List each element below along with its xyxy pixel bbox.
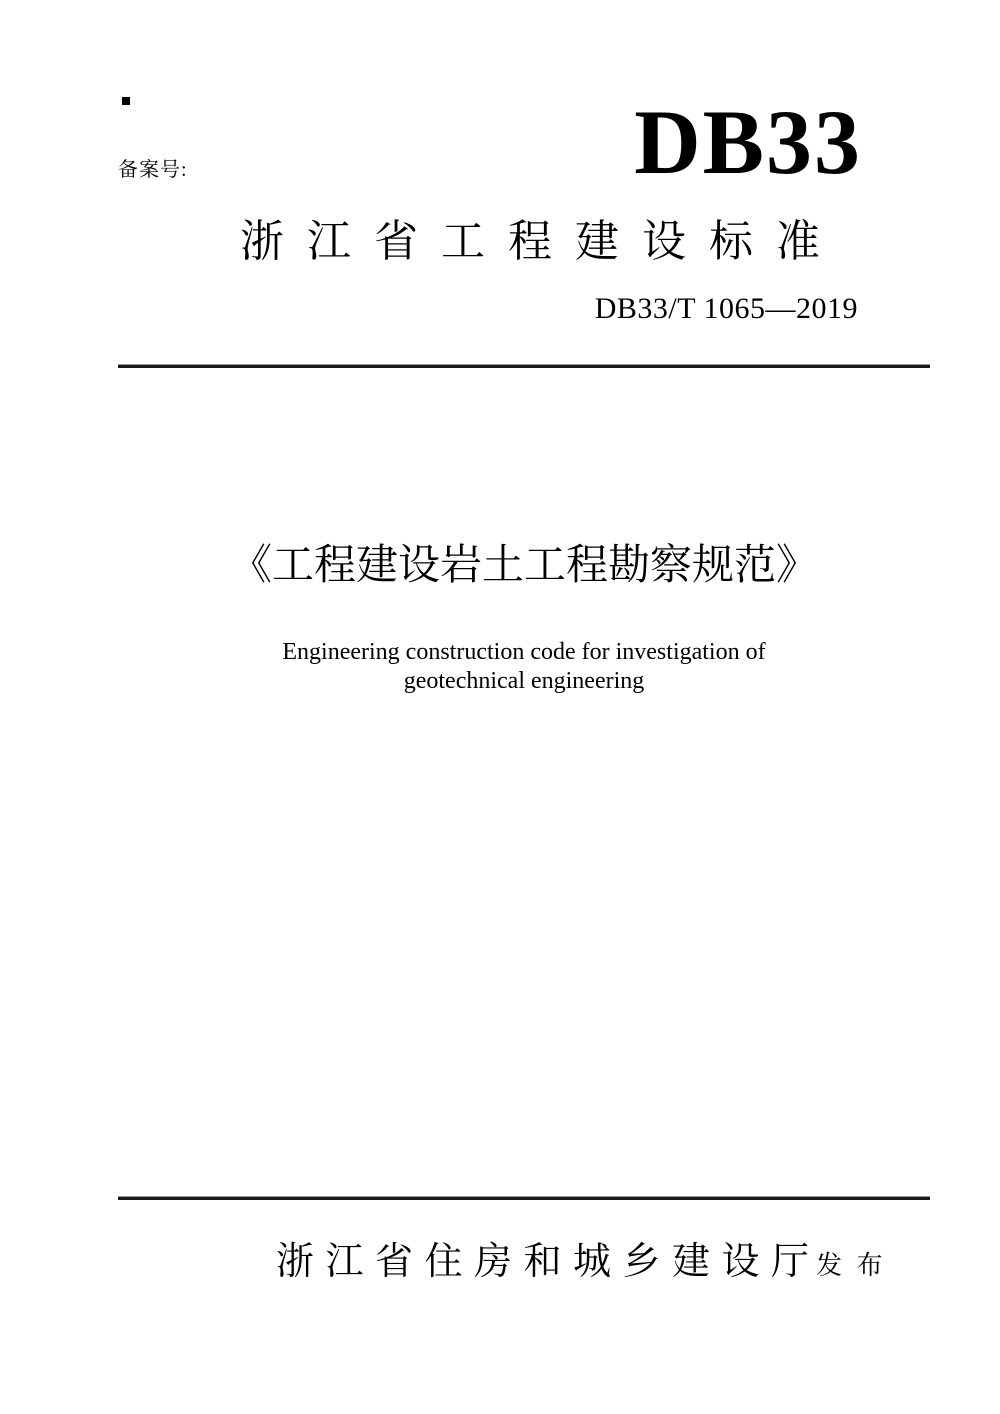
top-horizontal-rule [118, 364, 930, 368]
standard-category-title: 浙 江 省 工 程 建 设 标 准 [240, 217, 826, 266]
publisher-row [276, 1243, 887, 1281]
corner-square-mark [122, 97, 130, 105]
bottom-horizontal-rule [118, 1196, 930, 1200]
document-title-en-line1: Engineering construction code for investigation of [282, 639, 766, 665]
record-number-label: 备案号: [118, 159, 188, 181]
document-title-en [118, 638, 930, 696]
publisher-name: 浙 江 省 住 房 和 城 乡 建 设 厅 [276, 1241, 811, 1283]
publish-label: 发 布 [816, 1251, 887, 1280]
document-title-zh: 《工程建设岩土工程勘察规范》 [229, 543, 818, 589]
standard-code-logo: DB33 [634, 91, 862, 193]
document-title-en-line2: geotechnical engineering [403, 668, 645, 694]
standard-number: DB33/T 1065—2019 [594, 292, 858, 325]
